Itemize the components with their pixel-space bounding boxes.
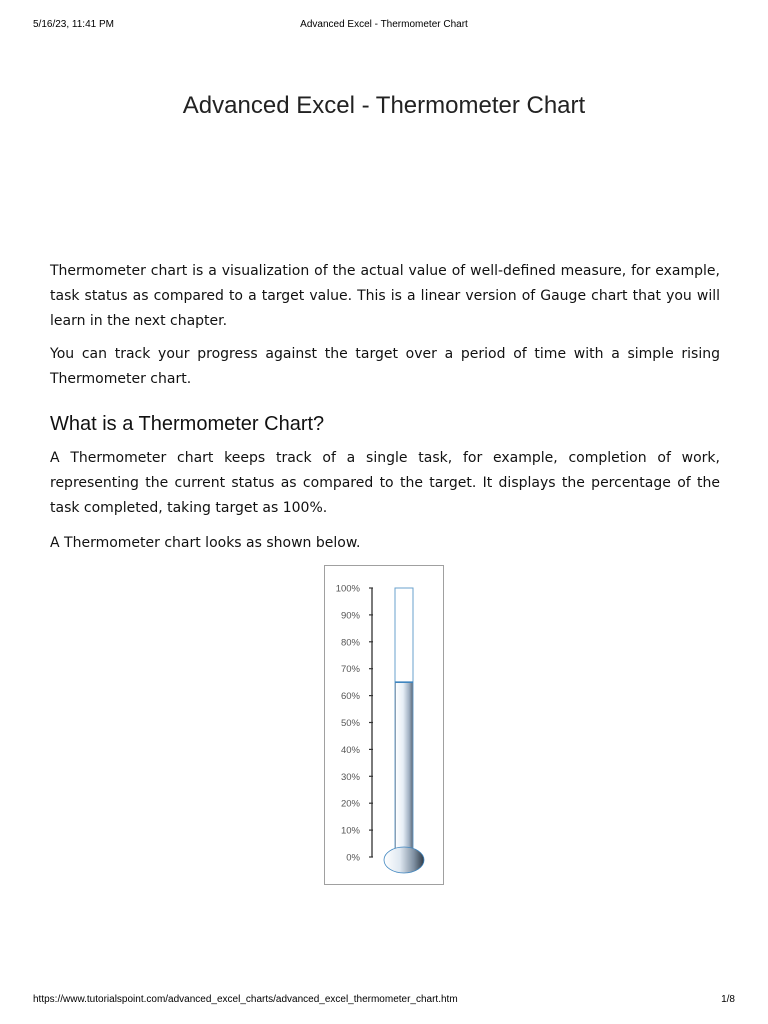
page-title: Advanced Excel - Thermometer Chart [182, 92, 586, 119]
actual-bar [396, 682, 413, 861]
definition-paragraph: A Thermometer chart keeps track of a single task, for example, completion of work, representing the current status as compared to the target. It displays the percentage of the task completed, taking target as 100%. [50, 450, 720, 516]
y-tick-label: 20% [340, 798, 360, 810]
section-heading: What is a Thermometer Chart? [50, 413, 325, 435]
y-tick-label: 10% [340, 825, 360, 837]
thermometer-chart [324, 565, 444, 885]
thermometer-chart-svg [325, 566, 443, 884]
y-tick-label: 100% [335, 583, 360, 595]
thermometer-bulb [384, 847, 424, 873]
intro-paragraph: Thermometer chart is a visualization of the actual value of well-defined measure, for example, task status as compared to a target value. This is a linear version of Gauge chart that you will learn in the next chapter. [50, 263, 720, 329]
y-tick-label: 30% [340, 771, 360, 783]
y-tick-label: 0% [346, 852, 360, 864]
chart-intro-paragraph: A Thermometer chart looks as shown below. [50, 535, 361, 551]
y-tick-label: 60% [340, 691, 360, 703]
page-url: https://www.tutorialspoint.com/advanced_excel_charts/advanced_excel_thermometer_chart.htm [33, 994, 458, 1005]
print-timestamp: 5/16/23, 11:41 PM [33, 19, 114, 30]
progress-paragraph: You can track your progress against the target over a period of time with a simple rising Thermometer chart. [50, 346, 720, 387]
y-tick-label: 80% [340, 637, 360, 649]
y-tick-label: 40% [340, 744, 360, 756]
y-tick-label: 90% [340, 610, 360, 622]
print-doc-title: Advanced Excel - Thermometer Chart [300, 19, 468, 30]
page-number: 1/8 [721, 994, 735, 1005]
y-tick-label: 70% [340, 664, 360, 676]
y-tick-label: 50% [340, 718, 360, 729]
